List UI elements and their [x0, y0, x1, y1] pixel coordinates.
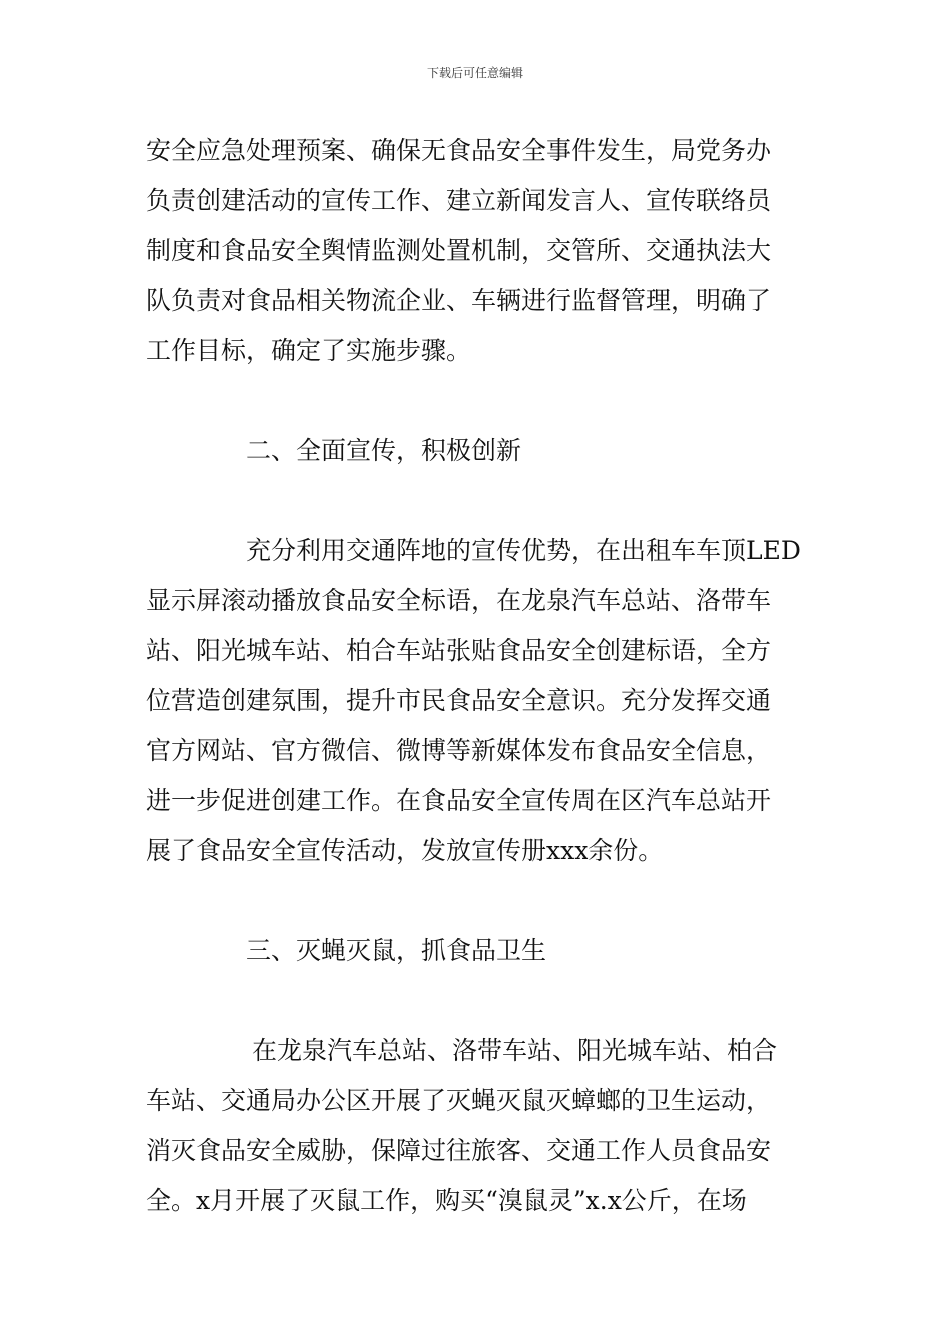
- document-body: [146, 126, 806, 1226]
- paragraph-line: 位营造创建氛围，提升市民食品安全意识。充分发挥交通: [146, 686, 772, 715]
- paragraph-line: 消灭食品安全威胁，保障过往旅客、交通工作人员食品安: [146, 1136, 772, 1165]
- paragraph-line: 工作目标，确定了实施步骤。: [146, 336, 472, 365]
- paragraph-line: 车站、交通局办公区开展了灭蝇灭鼠灭蟑螂的卫生运动，: [146, 1086, 772, 1115]
- paragraph-line: 官方网站、官方微信、微博等新媒体发布食品安全信息，: [146, 736, 772, 765]
- paragraph-1: [146, 126, 806, 376]
- paragraph-3: [146, 1026, 806, 1226]
- section-heading-3: 三、灭蝇灭鼠，抓食品卫生: [246, 936, 547, 965]
- paragraph-line: 制度和食品安全舆情监测处置机制，交管所、交通执法大: [146, 236, 772, 265]
- paragraph-line: 进一步促进创建工作。在食品安全宣传周在区汽车总站开: [146, 786, 772, 815]
- paragraph-line: 显示屏滚动播放食品安全标语，在龙泉汽车总站、洛带车: [146, 586, 772, 615]
- paragraph-line: 队负责对食品相关物流企业、车辆进行监督管理，明确了: [146, 286, 772, 315]
- paragraph-line: 在龙泉汽车总站、洛带车站、阳光城车站、柏合: [252, 1036, 778, 1065]
- paragraph-line: 站、阳光城车站、柏合车站张贴食品安全创建标语，全方: [146, 636, 772, 665]
- section-heading-2: 二、全面宣传，积极创新: [246, 436, 522, 465]
- paragraph-line: 安全应急处理预案、确保无食品安全事件发生，局党务办: [146, 136, 772, 165]
- paragraph-line: 负责创建活动的宣传工作、建立新闻发言人、宣传联络员: [146, 186, 772, 215]
- paragraph-line: 全。x月开展了灭鼠工作，购买“溴鼠灵”x.x公斤，在场: [146, 1186, 747, 1215]
- paragraph-line: 展了食品安全宣传活动，发放宣传册xxx余份。: [146, 836, 664, 865]
- paragraph-2: [146, 526, 806, 876]
- page-header: 下载后可任意编辑: [426, 66, 523, 80]
- paragraph-line: 充分利用交通阵地的宣传优势，在出租车车顶LED: [246, 536, 801, 565]
